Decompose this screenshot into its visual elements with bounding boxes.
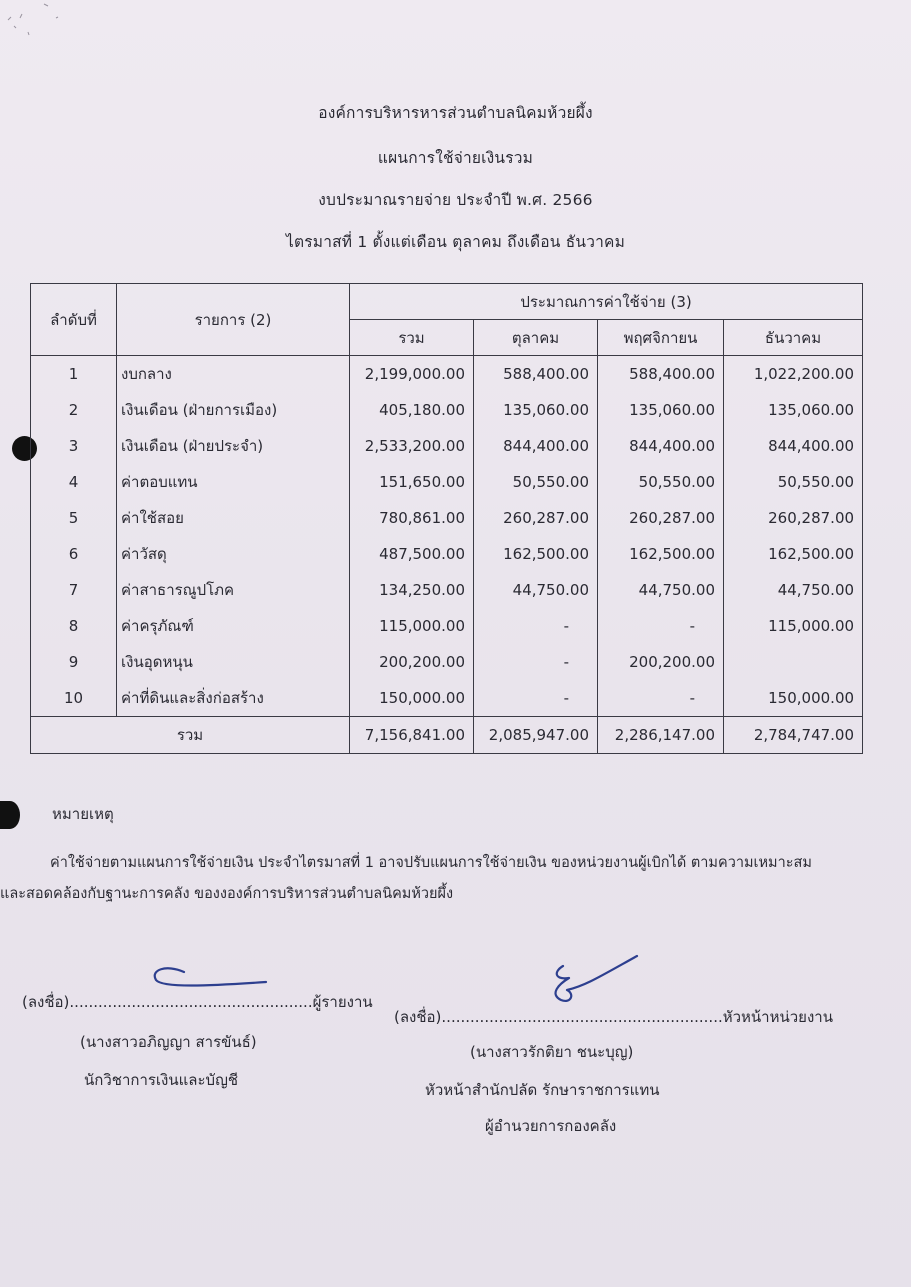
row-oct: - — [474, 608, 598, 644]
row-nov: - — [598, 608, 724, 644]
row-index: 7 — [31, 572, 117, 608]
row-oct: 588,400.00 — [474, 356, 598, 393]
row-index: 8 — [31, 608, 117, 644]
row-dec: 260,287.00 — [724, 500, 863, 536]
punch-hole-bottom — [0, 801, 20, 829]
budget-year: งบประมาณรายจ่าย ประจำปี พ.ศ. 2566 — [318, 191, 593, 209]
note-line-1: ค่าใช้จ่ายตามแผนการใช้จ่ายเงิน ประจำไตรมาสที่ 1 อาจปรับแผนการใช้จ่ายเงิน ของหน่วยงานผู้เบิกได้ ตามความเหมาะสม — [50, 855, 812, 871]
budget-table — [30, 283, 863, 754]
col-header-total: รวม — [350, 320, 474, 356]
total-label: รวม — [31, 717, 350, 754]
table-row — [31, 680, 863, 717]
row-nov: 44,750.00 — [598, 572, 724, 608]
row-dec: 150,000.00 — [724, 680, 863, 717]
row-item: ค่าตอบแทน — [117, 464, 350, 500]
col-header-nov: พฤศจิกายน — [598, 320, 724, 356]
row-index: 6 — [31, 536, 117, 572]
row-item: เงินเดือน (ฝ่ายประจำ) — [117, 428, 350, 464]
table-row — [31, 608, 863, 644]
note-line-2: และสอดคล้องกับฐานะการคลัง ของงองค์การบริหารส่วนตำบลนิคมห้วยผึ้ง — [0, 886, 454, 902]
row-dec: 162,500.00 — [724, 536, 863, 572]
note-title: หมายเหตุ — [52, 805, 114, 823]
row-nov: 844,400.00 — [598, 428, 724, 464]
row-nov: 200,200.00 — [598, 644, 724, 680]
col-header-item: รายการ (2) — [117, 284, 350, 356]
quarter-range: ไตรมาสที่ 1 ตั้งแต่เดือน ตุลาคม ถึงเดือน ธันวาคม — [286, 233, 625, 251]
row-index: 3 — [31, 428, 117, 464]
row-total: 151,650.00 — [350, 464, 474, 500]
paper-marks — [4, 0, 74, 50]
row-index: 10 — [31, 680, 117, 717]
row-nov: 135,060.00 — [598, 392, 724, 428]
col-header-oct: ตุลาคม — [474, 320, 598, 356]
row-total: 134,250.00 — [350, 572, 474, 608]
signature-mark-right — [545, 950, 645, 1010]
row-item: ค่าครุภัณฑ์ — [117, 608, 350, 644]
total-oct: 2,085,947.00 — [474, 717, 598, 754]
table-row — [31, 392, 863, 428]
row-nov: 50,550.00 — [598, 464, 724, 500]
left-signer-name: (นางสาวอภิญญา สารขันธ์) — [80, 1033, 257, 1051]
table-row — [31, 500, 863, 536]
row-index: 1 — [31, 356, 117, 393]
right-signer-position-1: หัวหน้าสำนักปลัด รักษาราชการแทน — [425, 1081, 660, 1099]
total-dec: 2,784,747.00 — [724, 717, 863, 754]
row-total: 405,180.00 — [350, 392, 474, 428]
row-oct: 50,550.00 — [474, 464, 598, 500]
row-total: 200,200.00 — [350, 644, 474, 680]
row-item: เงินอุดหนุน — [117, 644, 350, 680]
table-row — [31, 572, 863, 608]
signature-mark-left — [148, 960, 272, 994]
row-oct: 135,060.00 — [474, 392, 598, 428]
row-index: 9 — [31, 644, 117, 680]
row-dec: 135,060.00 — [724, 392, 863, 428]
total-sum: 7,156,841.00 — [350, 717, 474, 754]
total-nov: 2,286,147.00 — [598, 717, 724, 754]
row-index: 4 — [31, 464, 117, 500]
row-dec: 44,750.00 — [724, 572, 863, 608]
row-item: ค่าวัสดุ — [117, 536, 350, 572]
table-row — [31, 428, 863, 464]
row-item: เงินเดือน (ฝ่ายการเมือง) — [117, 392, 350, 428]
row-nov: - — [598, 680, 724, 717]
left-sign-line: (ลงชื่อ)...................................................ผู้รายงาน — [22, 993, 373, 1011]
row-oct: - — [474, 644, 598, 680]
row-item: ค่าสาธารณูปโภค — [117, 572, 350, 608]
row-oct: 260,287.00 — [474, 500, 598, 536]
row-oct: - — [474, 680, 598, 717]
row-item: งบกลาง — [117, 356, 350, 393]
row-item: ค่าใช้สอย — [117, 500, 350, 536]
row-nov: 260,287.00 — [598, 500, 724, 536]
org-title: องค์การบริหารหารส่วนตำบลนิคมห้วยผึ้ง — [318, 104, 593, 122]
row-total: 150,000.00 — [350, 680, 474, 717]
row-dec: 115,000.00 — [724, 608, 863, 644]
right-signer-name: (นางสาวรักติยา ชนะบุญ) — [470, 1043, 634, 1061]
left-signer-position: นักวิชาการเงินและบัญชี — [84, 1071, 239, 1089]
row-total: 2,533,200.00 — [350, 428, 474, 464]
row-total: 115,000.00 — [350, 608, 474, 644]
right-sign-line: (ลงชื่อ)...........................................................หัวหน้าหน่วยงาน — [394, 1008, 833, 1026]
row-total: 2,199,000.00 — [350, 356, 474, 393]
row-dec: 844,400.00 — [724, 428, 863, 464]
row-nov: 162,500.00 — [598, 536, 724, 572]
col-header-estimate-group: ประมาณการค่าใช้จ่าย (3) — [350, 284, 863, 320]
row-item: ค่าที่ดินและสิ่งก่อสร้าง — [117, 680, 350, 717]
table-row — [31, 536, 863, 572]
table-row — [31, 464, 863, 500]
row-nov: 588,400.00 — [598, 356, 724, 393]
row-dec: 1,022,200.00 — [724, 356, 863, 393]
row-index: 5 — [31, 500, 117, 536]
col-header-index: ลำดับที่ — [31, 284, 117, 356]
row-index: 2 — [31, 392, 117, 428]
row-total: 487,500.00 — [350, 536, 474, 572]
row-dec — [724, 644, 863, 680]
table-row — [31, 644, 863, 680]
row-oct: 844,400.00 — [474, 428, 598, 464]
right-signer-position-2: ผู้อำนวยการกองคลัง — [485, 1117, 617, 1135]
plan-title: แผนการใช้จ่ายเงินรวม — [377, 149, 534, 167]
table-row — [31, 356, 863, 393]
row-oct: 44,750.00 — [474, 572, 598, 608]
col-header-dec: ธันวาคม — [724, 320, 863, 356]
row-dec: 50,550.00 — [724, 464, 863, 500]
row-oct: 162,500.00 — [474, 536, 598, 572]
row-total: 780,861.00 — [350, 500, 474, 536]
